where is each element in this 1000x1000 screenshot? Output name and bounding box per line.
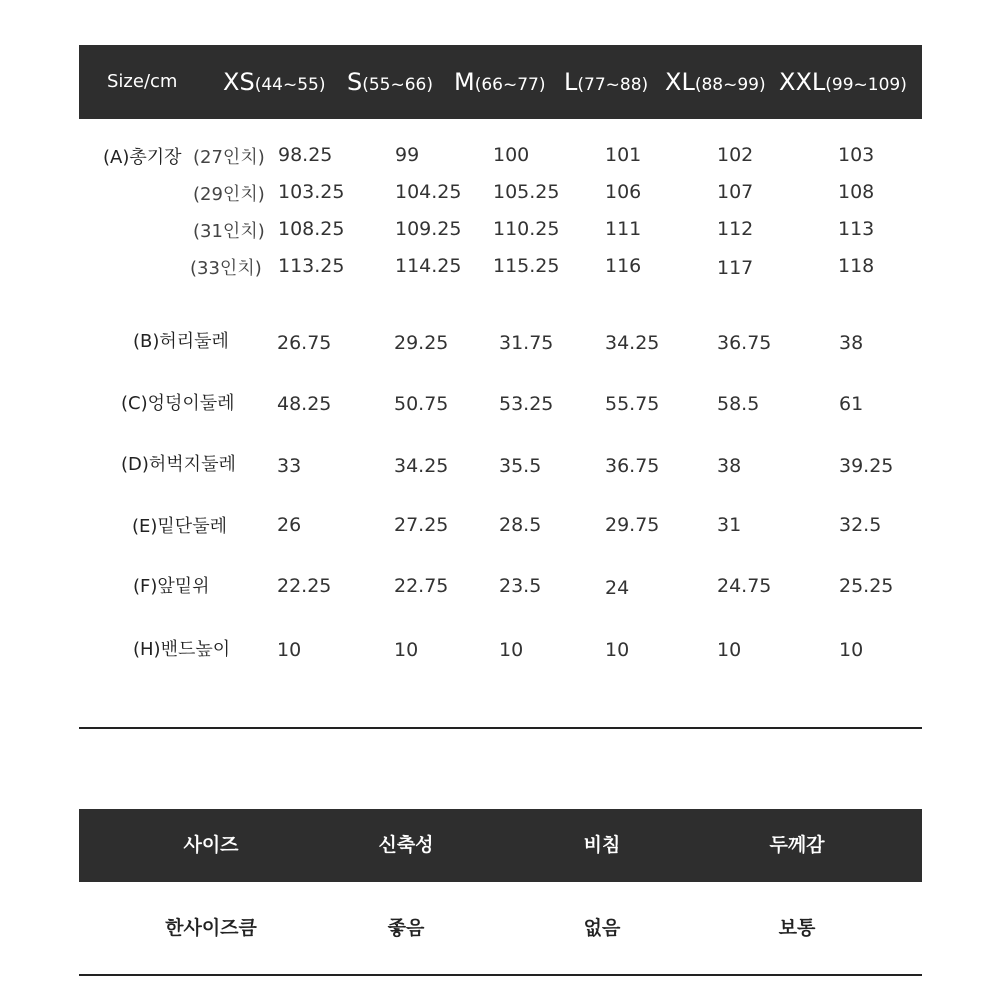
waist-l: 34.25 [605,332,660,354]
band-height-l: 10 [605,639,630,661]
length-29-s: 104.25 [395,181,462,203]
length-33-xs: 113.25 [278,255,345,277]
info-value-size: 한사이즈큼 [165,917,257,939]
info-header-size: 사이즈 [183,834,239,856]
hem-xs: 26 [277,514,302,536]
thigh-s: 34.25 [394,455,449,477]
band-height-s: 10 [394,639,419,661]
fabric-info-header [79,809,922,882]
length-33-m: 115.25 [493,255,560,277]
length-27-m: 100 [493,144,530,166]
length-27-s: 99 [395,144,420,166]
size-col-m: M(66~77) [454,68,546,96]
front-rise-l: 24 [605,577,630,599]
thigh-xl: 38 [717,455,742,477]
length-33-s: 114.25 [395,255,462,277]
length-29-xxl: 108 [838,181,875,203]
info-value-stretch: 좋음 [387,917,425,939]
length-27-xl: 102 [717,144,754,166]
length-29-xs: 103.25 [278,181,345,203]
thigh-m: 35.5 [499,455,542,477]
hem-l: 29.75 [605,514,660,536]
size-col-xl: XL(88~99) [665,68,766,96]
length-33-xl: 117 [717,257,754,279]
thigh-l: 36.75 [605,455,660,477]
length-33-xxl: 118 [838,255,875,277]
hip-xl: 58.5 [717,393,760,415]
front-rise-xl: 24.75 [717,575,772,597]
length-31-m: 110.25 [493,218,560,240]
hip-s: 50.75 [394,393,449,415]
size-col-xxl: XXL(99~109) [779,68,907,96]
length-sub-29: (29인치) [193,184,265,205]
info-header-stretch: 신축성 [378,834,434,856]
length-27-xxl: 103 [838,144,875,166]
band-height-xs: 10 [277,639,302,661]
length-31-xl: 112 [717,218,754,240]
length-31-l: 111 [605,218,642,240]
length-29-xl: 107 [717,181,754,203]
size-header-bar [79,45,922,119]
length-29-m: 105.25 [493,181,560,203]
size-col-s: S(55~66) [347,68,434,96]
waist-xl: 36.75 [717,332,772,354]
hem-xl: 31 [717,514,742,536]
info-header-sheer: 비침 [583,834,621,856]
thigh-xs: 33 [277,455,302,477]
hem-m: 28.5 [499,514,542,536]
front-rise-xxl: 25.25 [839,575,894,597]
info-value-sheer: 없음 [583,917,621,939]
info-value-thickness: 보통 [778,917,816,939]
thigh-label: (D)허벅지둘레 [121,454,236,475]
band-height-m: 10 [499,639,524,661]
hip-m: 53.25 [499,393,554,415]
hip-xs: 48.25 [277,393,332,415]
front-rise-m: 23.5 [499,575,542,597]
length-33-l: 116 [605,255,642,277]
length-27-l: 101 [605,144,642,166]
length-31-s: 109.25 [395,218,462,240]
thigh-xxl: 39.25 [839,455,894,477]
waist-xxl: 38 [839,332,864,354]
front-rise-label: (F)앞밑위 [133,576,210,597]
length-label: (A)총기장 [103,147,182,168]
length-31-xs: 108.25 [278,218,345,240]
size-col-l: L(77~88) [564,68,649,96]
waist-s: 29.25 [394,332,449,354]
table-divider [79,727,922,729]
band-height-label: (H)밴드높이 [133,639,231,660]
front-rise-s: 22.75 [394,575,449,597]
waist-xs: 26.75 [277,332,332,354]
length-sub-33: (33인치) [190,258,262,279]
hem-xxl: 32.5 [839,514,882,536]
size-col-xs: XS(44~55) [223,68,326,96]
band-height-xxl: 10 [839,639,864,661]
length-31-xxl: 113 [838,218,875,240]
hem-label: (E)밑단둘레 [132,516,227,537]
size-unit-label: Size/cm [107,71,178,92]
waist-label: (B)허리둘레 [133,331,229,352]
length-27-xs: 98.25 [278,144,333,166]
front-rise-xs: 22.25 [277,575,332,597]
bottom-divider [79,974,922,976]
waist-m: 31.75 [499,332,554,354]
length-29-l: 106 [605,181,642,203]
length-sub-27: (27인치) [193,147,265,168]
info-header-thickness: 두께감 [769,834,825,856]
hip-label: (C)엉덩이둘레 [121,393,235,414]
hip-xxl: 61 [839,393,864,415]
length-sub-31: (31인치) [193,221,265,242]
hip-l: 55.75 [605,393,660,415]
band-height-xl: 10 [717,639,742,661]
hem-s: 27.25 [394,514,449,536]
